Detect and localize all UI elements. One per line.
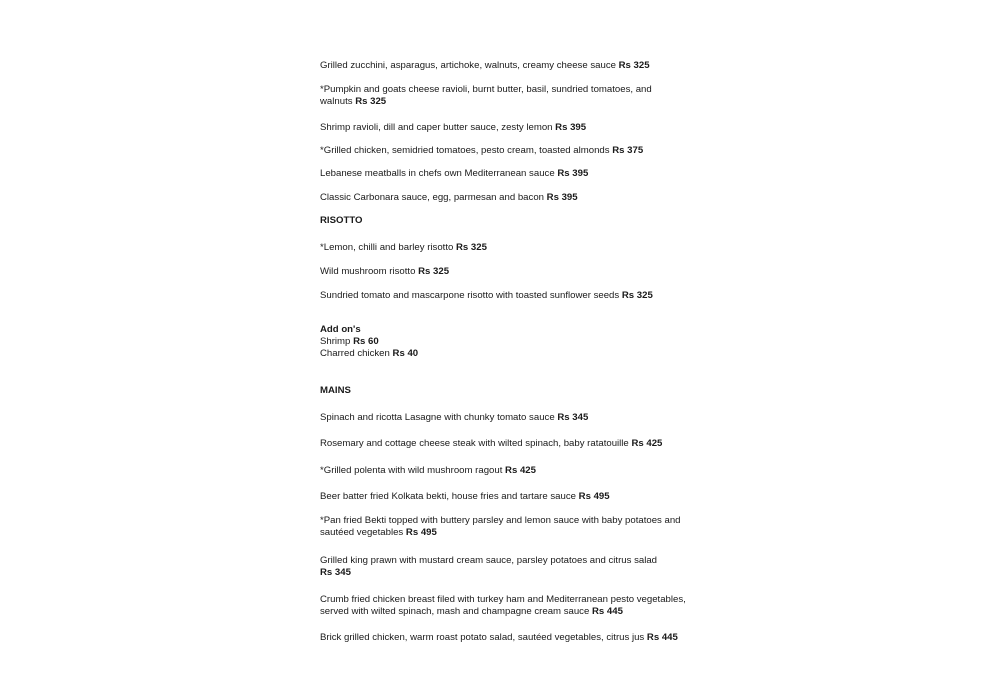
item-price: Rs 60 [353, 336, 379, 347]
menu-item [320, 145, 720, 157]
menu-item [320, 122, 720, 134]
item-price: Rs 345 [320, 567, 351, 578]
item-price: Rs 425 [631, 438, 663, 449]
item-price: Rs 325 [456, 242, 487, 253]
menu-page [320, 0, 720, 678]
menu-item [320, 632, 720, 644]
addon-item [320, 336, 720, 348]
item-price: Rs 40 [392, 348, 419, 359]
section-heading-addons: Add on's [320, 324, 361, 335]
item-description: Wild mushroom risotto [320, 266, 416, 277]
item-description: Shrimp ravioli, dill and caper butter sauce, zesty lemon [320, 122, 553, 133]
item-description: Crumb fried chicken breast filed with turkey ham and Mediterranean pesto vegetables, served with wilted spinach, mash and champagne cream sauce [320, 594, 686, 617]
item-description: *Grilled chicken, semidried tomatoes, pesto cream, toasted almonds [320, 145, 610, 156]
item-price: Rs 445 [646, 632, 678, 643]
item-description: Shrimp [320, 336, 351, 347]
item-description: Rosemary and cottage cheese steak with wilted spinach, baby ratatouille [320, 438, 629, 449]
menu-item [320, 594, 700, 618]
addon-item [320, 348, 720, 360]
item-price: Rs 325 [618, 60, 650, 71]
item-price: Rs 395 [555, 122, 587, 133]
item-price: Rs 325 [621, 290, 653, 301]
item-description: Sundried tomato and mascarpone risotto with toasted sunflower seeds [320, 290, 620, 301]
section-heading-mains: MAINS [320, 385, 351, 396]
item-price: Rs 345 [557, 412, 589, 423]
item-price: Rs 325 [418, 266, 450, 277]
item-price: Rs 495 [405, 527, 437, 538]
menu-item [320, 242, 720, 254]
item-description: Classic Carbonara sauce, egg, parmesan and bacon [320, 192, 544, 203]
item-price: Rs 395 [557, 168, 589, 179]
item-price: Rs 375 [612, 145, 644, 156]
menu-item [320, 290, 720, 302]
item-description: Spinach and ricotta Lasagne with chunky tomato sauce [320, 412, 555, 423]
item-description: Charred chicken [320, 348, 390, 359]
item-description: *Lemon, chilli and barley risotto [320, 242, 454, 253]
item-price: Rs 425 [505, 465, 536, 476]
item-price: Rs 495 [578, 491, 610, 502]
menu-item [320, 555, 690, 579]
menu-item [320, 515, 710, 539]
menu-item [320, 192, 720, 204]
item-description: Brick grilled chicken, warm roast potato salad, sautéed vegetables, citrus jus [320, 632, 645, 643]
item-price: Rs 325 [355, 96, 387, 107]
item-description: Grilled king prawn with mustard cream sauce, parsley potatoes and citrus salad [320, 555, 658, 566]
menu-item [320, 491, 720, 503]
item-price: Rs 395 [546, 192, 578, 203]
item-description: Lebanese meatballs in chefs own Mediterranean sauce [320, 168, 555, 179]
section-heading-risotto: RISOTTO [320, 215, 363, 226]
item-description: *Grilled polenta with wild mushroom ragout [320, 465, 503, 476]
menu-item [320, 84, 680, 108]
item-description: Grilled zucchini, asparagus, artichoke, walnuts, creamy cheese sauce [320, 60, 616, 71]
menu-item [320, 60, 720, 72]
menu-item [320, 465, 720, 477]
item-price: Rs 445 [591, 606, 623, 617]
item-description: *Pumpkin and goats cheese ravioli, burnt butter, basil, sundried tomatoes, and walnuts [320, 84, 652, 107]
menu-item [320, 266, 720, 278]
item-description: Beer batter fried Kolkata bekti, house fries and tartare sauce [320, 491, 576, 502]
menu-item [320, 438, 720, 450]
menu-item [320, 168, 720, 180]
item-description: *Pan fried Bekti topped with buttery parsley and lemon sauce with baby potatoes and sautéed vegetables [320, 515, 681, 538]
menu-item [320, 412, 720, 424]
